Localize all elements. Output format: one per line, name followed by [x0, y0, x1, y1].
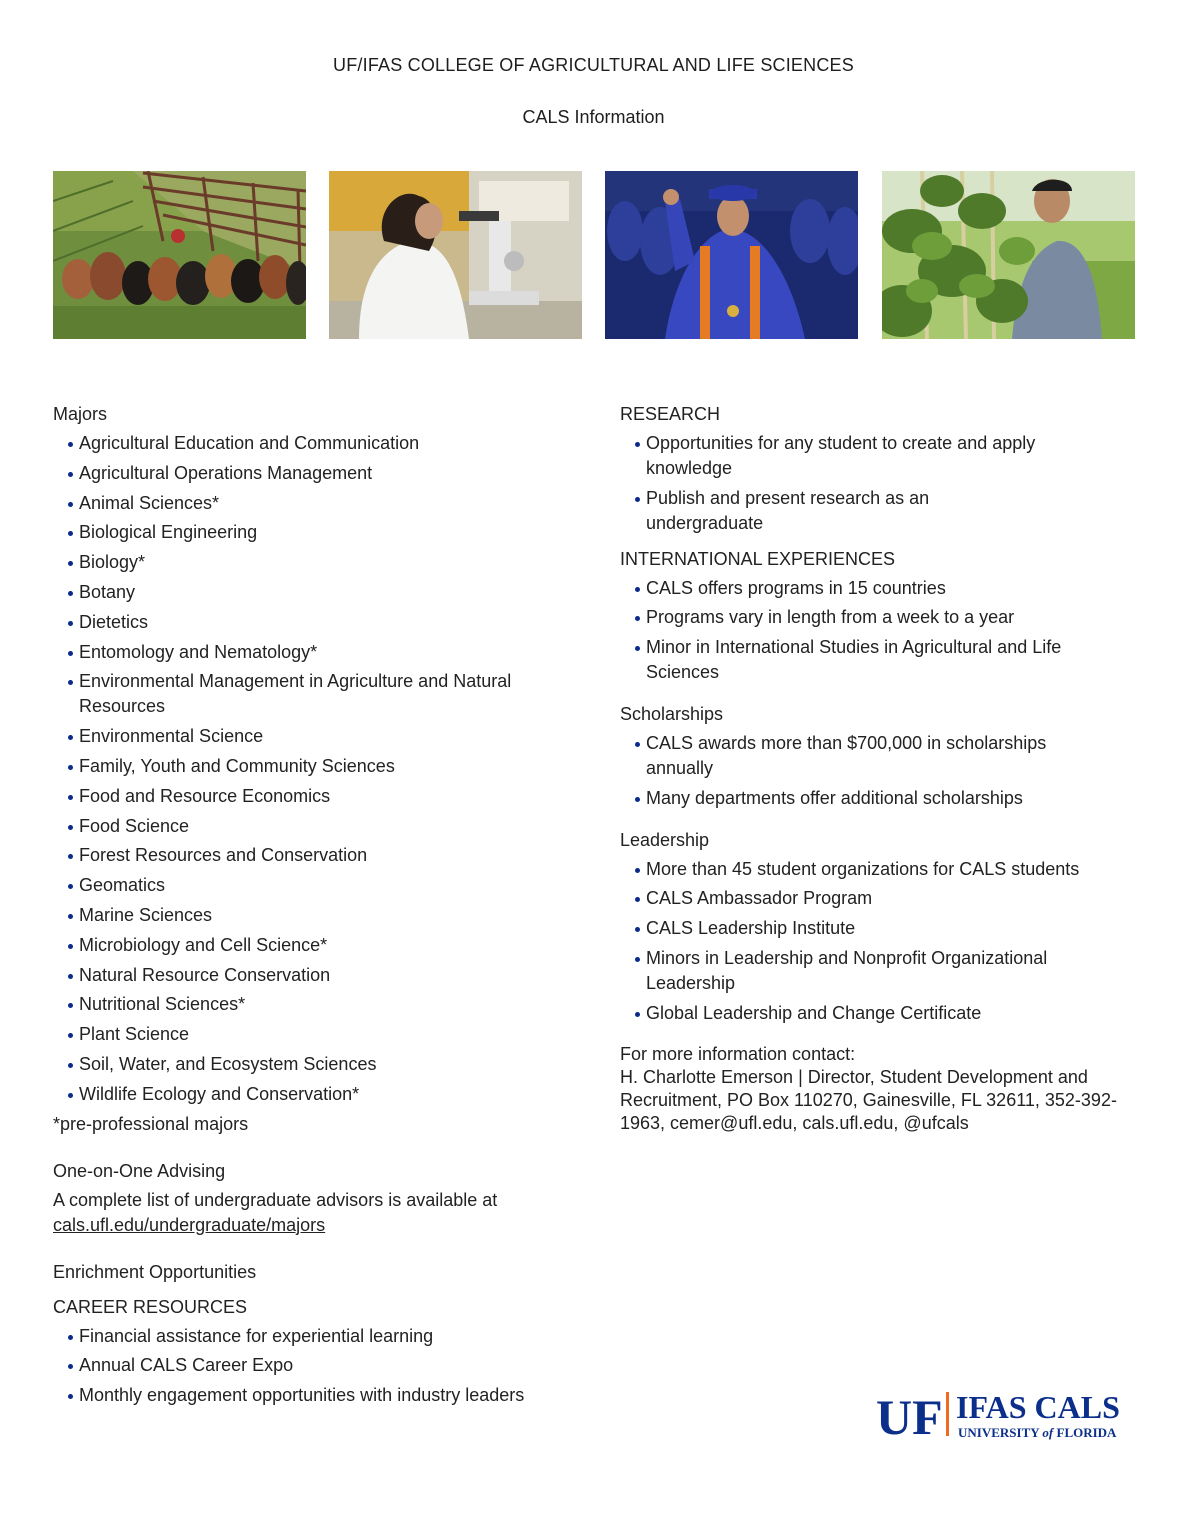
- left-column: [53, 402, 573, 1413]
- major-item: Environmental Management in Agriculture and Natural Resources: [53, 669, 573, 719]
- lab-microscope-photo: [329, 171, 582, 339]
- leadership-title: Leadership: [620, 829, 710, 850]
- major-item: Biology*: [53, 550, 573, 575]
- scholarships-list: [620, 731, 1080, 811]
- career-resource-item: Monthly engagement opportunities with industry leaders: [53, 1383, 573, 1408]
- contact-heading: For more information contact:: [620, 1043, 856, 1064]
- major-item: Plant Science: [53, 1022, 573, 1047]
- major-item: Environmental Science: [53, 724, 573, 749]
- career-resources-title: CAREER RESOURCES: [53, 1296, 248, 1317]
- major-item: Entomology and Nematology*: [53, 640, 573, 665]
- logo-mark: UF: [876, 1389, 943, 1440]
- major-item: Dietetics: [53, 610, 573, 635]
- major-item: Animal Sciences*: [53, 491, 573, 516]
- major-item: Marine Sciences: [53, 903, 573, 928]
- major-item: Agricultural Operations Management: [53, 461, 573, 486]
- logo-subtitle: UNIVERSITY of FLORIDA: [958, 1425, 1117, 1440]
- international-item: CALS offers programs in 15 countries: [620, 576, 1090, 601]
- major-item: Family, Youth and Community Sciences: [53, 754, 573, 779]
- research-item: Publish and present research as an undergraduate: [620, 486, 1040, 536]
- uf-ifas-cals-logo: [876, 1388, 1138, 1440]
- logo-name: IFAS CALS: [956, 1389, 1120, 1425]
- career-resources-list: [53, 1324, 573, 1409]
- advisors-link[interactable]: cals.ufl.edu/undergraduate/majors: [53, 1214, 326, 1235]
- pre-professional-note: *pre-professional majors: [53, 1113, 249, 1134]
- scholarships-title: Scholarships: [620, 703, 724, 724]
- leadership-item: Minors in Leadership and Nonprofit Organizational Leadership: [620, 946, 1120, 996]
- major-item: Wildlife Ecology and Conservation*: [53, 1082, 573, 1107]
- major-item: Forest Resources and Conservation: [53, 843, 573, 868]
- scholarship-item: CALS awards more than $700,000 in scholarships annually: [620, 731, 1080, 781]
- major-item: Microbiology and Cell Science*: [53, 933, 573, 958]
- major-item: Food Science: [53, 814, 573, 839]
- advising-text: A complete list of undergraduate advisors is available at: [53, 1189, 498, 1210]
- major-item: Biological Engineering: [53, 520, 573, 545]
- research-list: [620, 431, 1040, 536]
- page-subtitle: CALS Information: [522, 107, 665, 127]
- graduation-celebration-photo: [605, 171, 858, 339]
- leadership-item: CALS Leadership Institute: [620, 916, 1120, 941]
- career-resource-item: Annual CALS Career Expo: [53, 1353, 573, 1378]
- majors-list: [53, 431, 573, 1107]
- research-title: RESEARCH: [620, 404, 721, 424]
- scholarship-item: Many departments offer additional scholarships: [620, 786, 1080, 811]
- major-item: Botany: [53, 580, 573, 605]
- major-item: Geomatics: [53, 873, 573, 898]
- research-item: Opportunities for any student to create and apply knowledge: [620, 431, 1040, 481]
- plant-garden-photo: [882, 171, 1135, 339]
- majors-title: Majors: [53, 404, 108, 424]
- leadership-list: [620, 857, 1120, 1026]
- contact-details: H. Charlotte Emerson | Director, Student Development and Recruitment, PO Box 110270, Gainesville, FL 32611, 352-392-1963, cemer@ufl.edu, cals.ufl.edu, @ufcals: [620, 1066, 1117, 1133]
- right-column: [620, 402, 1150, 1135]
- international-item: Minor in International Studies in Agricultural and Life Sciences: [620, 635, 1090, 685]
- major-item: Natural Resource Conservation: [53, 963, 573, 988]
- major-item: Nutritional Sciences*: [53, 992, 573, 1017]
- advising-title: One-on-One Advising: [53, 1160, 226, 1181]
- major-item: Soil, Water, and Ecosystem Sciences: [53, 1052, 573, 1077]
- international-item: Programs vary in length from a week to a year: [620, 605, 1090, 630]
- international-list: [620, 576, 1090, 686]
- career-resource-item: Financial assistance for experiential learning: [53, 1324, 573, 1349]
- college-title: UF/IFAS COLLEGE OF AGRICULTURAL AND LIFE SCIENCES: [333, 55, 854, 75]
- leadership-item: CALS Ambassador Program: [620, 886, 1120, 911]
- leadership-item: Global Leadership and Change Certificate: [620, 1001, 1120, 1026]
- international-title: INTERNATIONAL EXPERIENCES: [620, 548, 896, 569]
- major-item: Agricultural Education and Communication: [53, 431, 573, 456]
- cattle-pasture-photo: [53, 171, 306, 339]
- enrichment-title: Enrichment Opportunities: [53, 1261, 257, 1282]
- major-item: Food and Resource Economics: [53, 784, 573, 809]
- leadership-item: More than 45 student organizations for CALS students: [620, 857, 1120, 882]
